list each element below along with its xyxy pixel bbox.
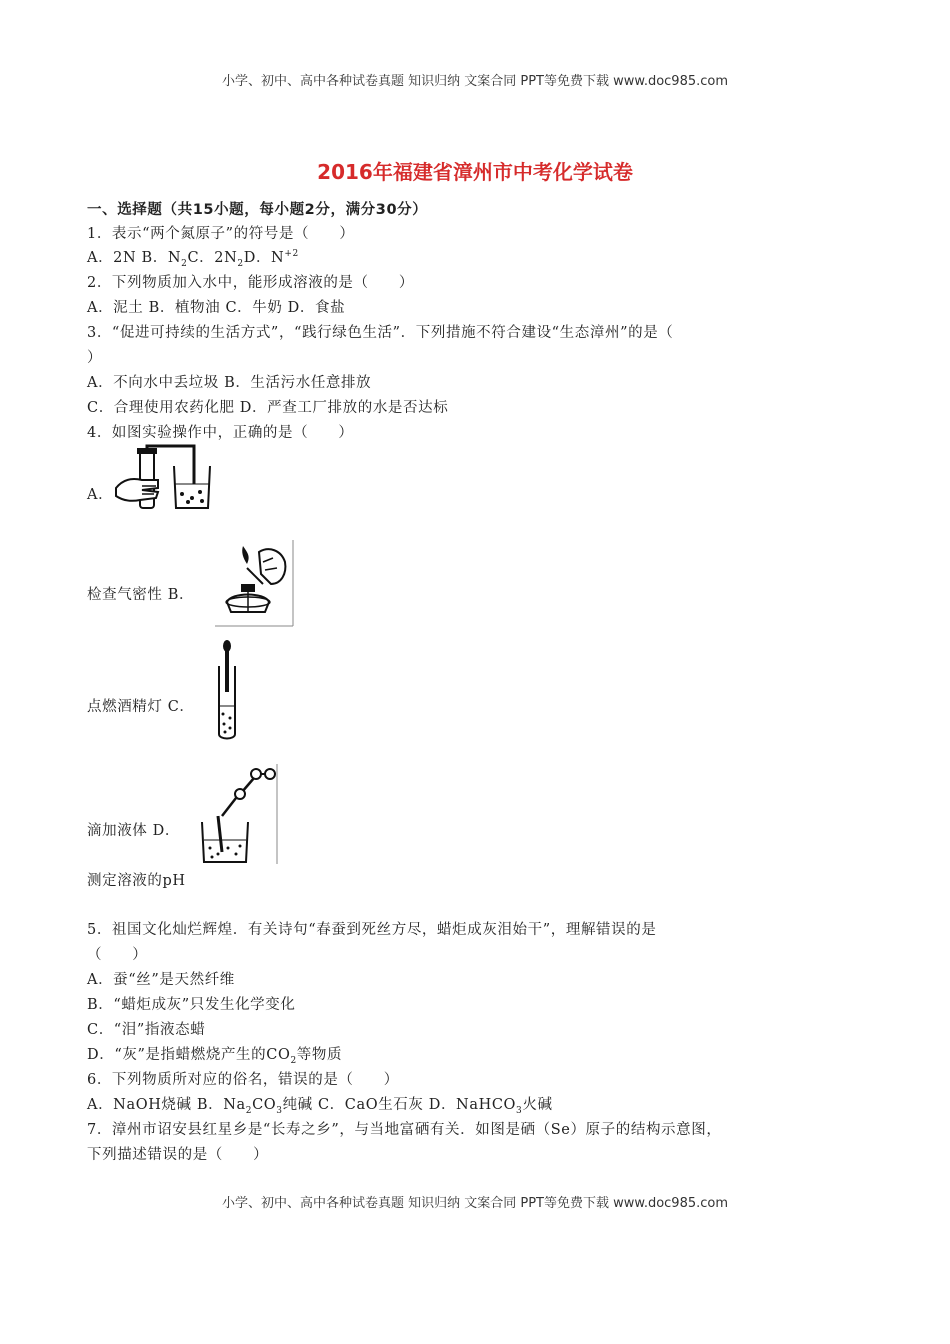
q7-stem: 7．漳州市诏安县红星乡是“长寿之乡”，与当地富硒有关．如图是硒（Se）原子的结构示意图，	[87, 1122, 722, 1138]
q4-label-b: 检查气密性 B．	[87, 587, 195, 603]
q6-s3: 3	[516, 1105, 523, 1116]
q3-options-2: C．合理使用农药化肥 D．严查工厂排放的水是否达标	[87, 400, 449, 416]
q4-label-a: A．	[87, 487, 114, 503]
q5-opt-c: C．“泪”指液态蜡	[87, 1022, 206, 1038]
q6-s1: 2	[245, 1105, 253, 1116]
figure-airtightness-check	[112, 444, 212, 516]
q5-opt-a: A．蚕“丝”是天然纤维	[87, 972, 235, 988]
page-header: 小学、初中、高中各种试卷真题 知识归纳 文案合同 PPT等免费下载 www.doc985.com	[221, 74, 729, 89]
q2-options: A．泥土 B．植物油 C．牛奶 D．食盐	[87, 300, 346, 316]
q3-options-1: A．不向水中丢垃圾 B．生活污水任意排放	[87, 375, 372, 391]
q5-opt-d	[87, 1043, 342, 1066]
q7-stem-cont: 下列描述错误的是（ ）	[87, 1147, 269, 1163]
q4-label-d: 滴加液体 D．	[87, 823, 180, 839]
q6-p1: A．NaOH烧碱 B．Na	[87, 1097, 246, 1113]
q6-options	[87, 1093, 553, 1116]
q4-label-end: 测定溶液的pH	[87, 873, 186, 889]
page-title: 2016年福建省漳州市中考化学试卷	[317, 160, 633, 184]
q1-options	[87, 246, 299, 269]
q5-opt-d-tail: 等物质	[296, 1047, 343, 1063]
section-heading: 一、选择题（共15小题，每小题2分，满分30分）	[87, 202, 428, 218]
q1-stem: 1．表示“两个氮原子”的符号是（ ）	[87, 226, 355, 242]
q6-p4: 火碱	[522, 1097, 553, 1113]
q1-opt-d: D．N	[243, 250, 285, 266]
page-footer: 小学、初中、高中各种试卷真题 知识归纳 文案合同 PPT等免费下载 www.doc985.com	[221, 1196, 729, 1211]
figure-alcohol-lamp	[215, 540, 295, 628]
q1-opt-c: C．2N	[187, 250, 238, 266]
q5-opt-d-sub: 2	[290, 1055, 297, 1066]
q6-p3: 纯碱 C．CaO生石灰 D．NaHCO	[282, 1097, 517, 1113]
q5-stem: 5．祖国文化灿烂辉煌．有关诗句“春蚕到死丝方尽，蜡炬成灰泪始干”，理解错误的是	[87, 922, 657, 938]
q6-s2: 3	[276, 1105, 283, 1116]
q3-stem-cont: ）	[87, 350, 103, 366]
q6-p2: CO	[252, 1097, 277, 1113]
q1-sub-1: 2	[181, 258, 188, 269]
q1-opt-ab: A．2N B．N	[87, 250, 182, 266]
q4-label-c: 点燃酒精灯 C．	[87, 699, 195, 715]
q5-opt-d-text: D．“灰”是指蜡燃烧产生的CO	[87, 1047, 291, 1063]
q1-sup: +2	[284, 249, 299, 260]
q4-stem: 4．如图实验操作中，正确的是（ ）	[87, 425, 354, 441]
q1-sub-2: 2	[237, 258, 244, 269]
figure-dropper	[213, 640, 243, 742]
q5-opt-b: B．“蜡炬成灰”只发生化学变化	[87, 997, 296, 1013]
q2-stem: 2．下列物质加入水中，能形成溶液的是（ ）	[87, 275, 414, 291]
figure-ph-test	[198, 764, 280, 866]
q5-stem-cont: （ ）	[87, 947, 148, 963]
q6-stem: 6．下列物质所对应的俗名，错误的是（ ）	[87, 1072, 399, 1088]
q3-stem: 3．“促进可持续的生活方式”，“践行绿色生活”．下列措施不符合建设“生态漳州”的是（	[87, 325, 674, 341]
